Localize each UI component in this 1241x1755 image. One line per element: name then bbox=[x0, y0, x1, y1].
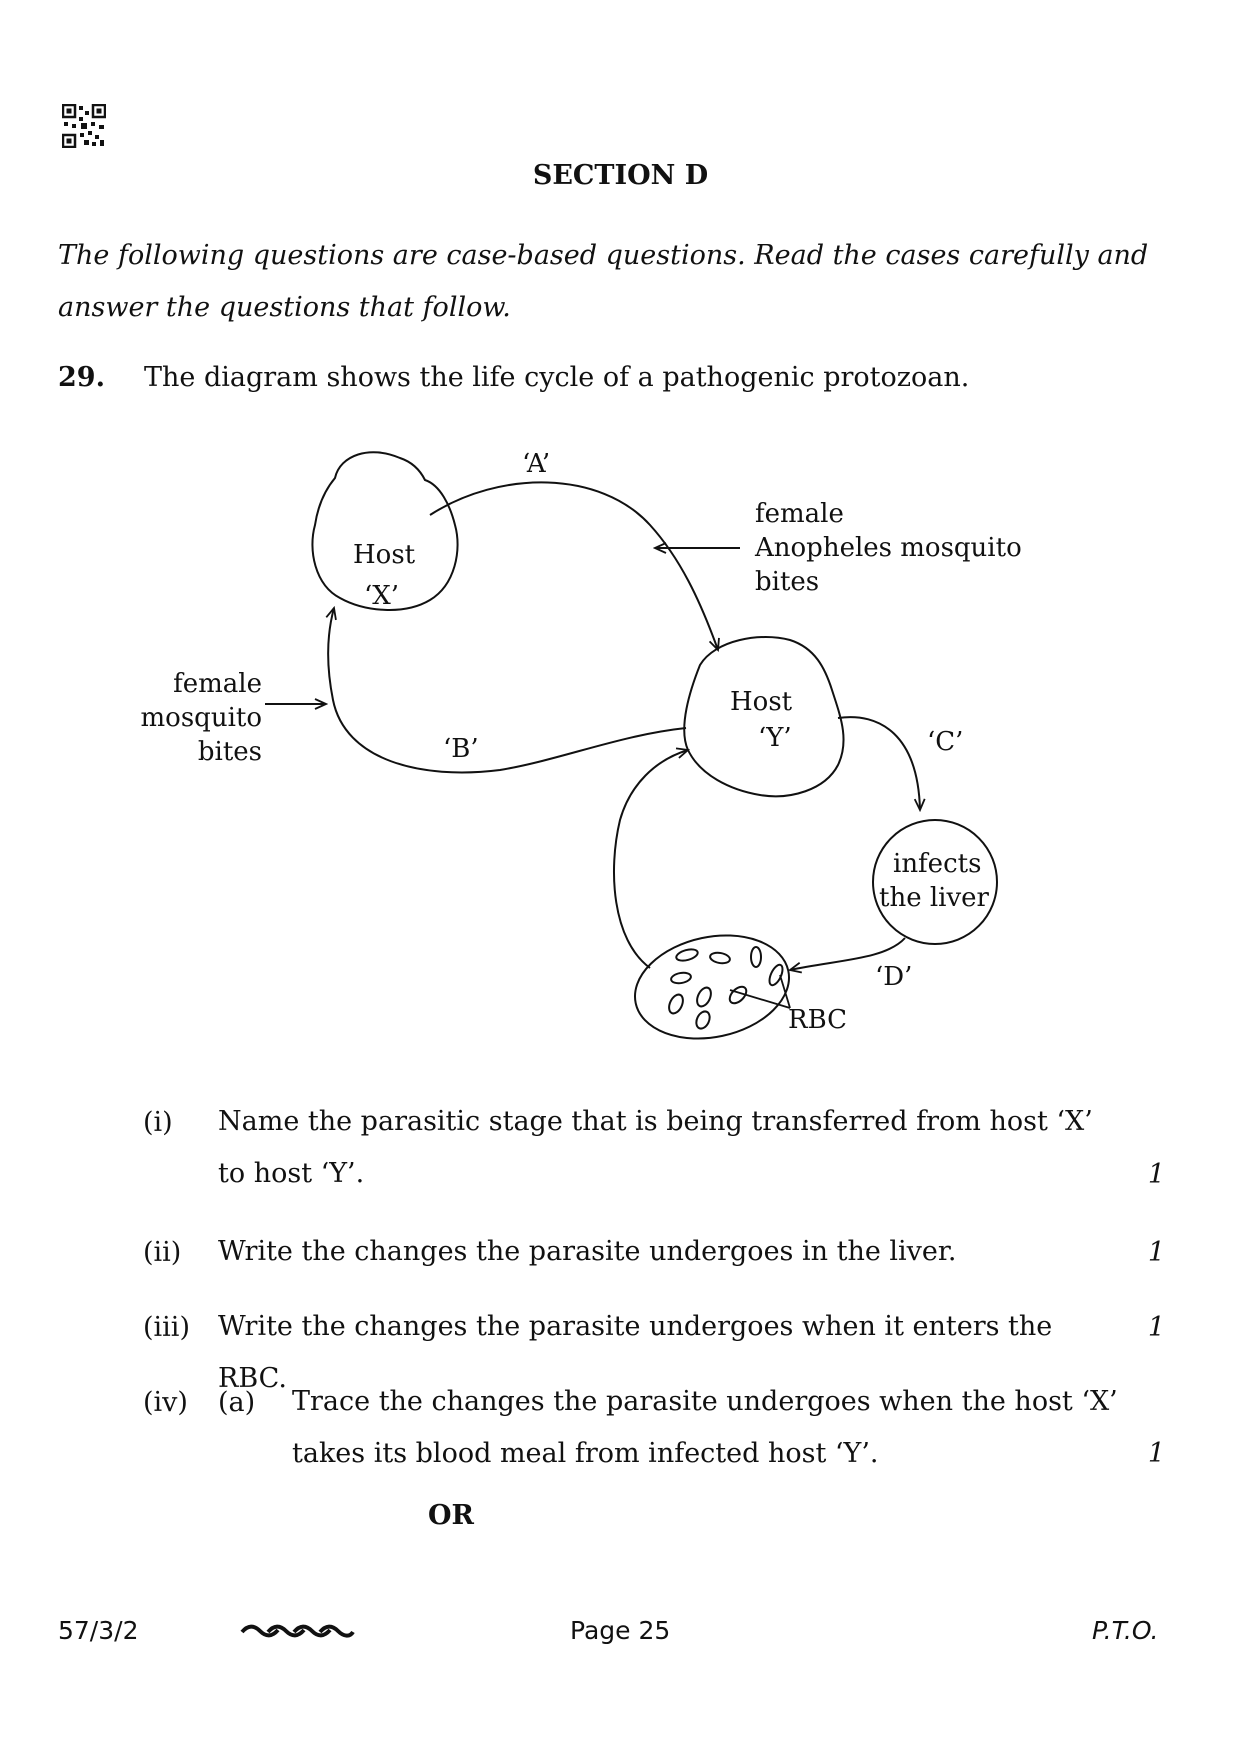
mosquito-label-line1: female bbox=[173, 669, 262, 699]
label-c: ‘C’ bbox=[927, 727, 964, 757]
instructions-text: The following questions are case-based questions. Read the cases carefully and answer the questions that follow. bbox=[58, 240, 1149, 323]
host-x-label-line1: Host bbox=[353, 540, 416, 570]
arrow-a bbox=[430, 482, 718, 650]
arrow-rbc-to-host-y bbox=[614, 750, 688, 968]
subquestion-text-iv: Trace the changes the parasite undergoes when the host ‘X’ takes its blood meal from infected host ‘Y’. bbox=[292, 1386, 1118, 1469]
liver-label-line2: the liver bbox=[879, 883, 989, 913]
question-text: The diagram shows the life cycle of a pathogenic protozoan. bbox=[144, 362, 970, 393]
subquestion-label-ii: (ii) bbox=[143, 1237, 182, 1268]
liver-circle bbox=[873, 820, 997, 944]
subquestion-label-iv: (iv) bbox=[143, 1387, 188, 1418]
subquestion-marks-iii: 1 bbox=[1147, 1312, 1165, 1343]
liver-label-line1: infects bbox=[893, 849, 982, 879]
subquestion-marks-iv: 1 bbox=[1147, 1438, 1165, 1469]
arrow-b bbox=[328, 608, 686, 772]
label-d: ‘D’ bbox=[875, 962, 913, 992]
parasite-shapes bbox=[666, 947, 785, 1031]
subquestion-text-i: Name the parasitic stage that is being transferred from host ‘X’ to host ‘Y’. bbox=[218, 1106, 1093, 1189]
tilde-ornament-icon bbox=[240, 1622, 355, 1640]
mosquito-label-line2: mosquito bbox=[140, 703, 262, 733]
footer-pto: P.T.O. bbox=[1092, 1616, 1159, 1645]
anopheles-label-line2: Anopheles mosquito bbox=[755, 533, 1022, 563]
label-b: ‘B’ bbox=[443, 734, 479, 764]
label-a: ‘A’ bbox=[522, 449, 551, 479]
subquestion-text-ii: Write the changes the parasite undergoes in the liver. bbox=[218, 1236, 957, 1267]
arrow-c bbox=[838, 717, 920, 810]
host-x-label-line2: ‘X’ bbox=[364, 581, 400, 611]
footer-code: 57/3/2 bbox=[58, 1616, 139, 1645]
mosquito-label-line3: bites bbox=[197, 737, 262, 767]
host-y-label-line1: Host bbox=[730, 687, 793, 717]
subquestion-label-iii: (iii) bbox=[143, 1312, 190, 1343]
host-y-label-line2: ‘Y’ bbox=[758, 723, 792, 753]
footer-page: Page 25 bbox=[570, 1616, 671, 1645]
subquestion-marks-ii: 1 bbox=[1147, 1237, 1165, 1268]
subquestion-sublabel-a: (a) bbox=[218, 1387, 256, 1418]
section-title: SECTION D bbox=[532, 160, 709, 191]
anopheles-label-line1: female bbox=[755, 499, 844, 529]
subquestion-marks-i: 1 bbox=[1147, 1159, 1165, 1190]
or-label: OR bbox=[428, 1500, 474, 1531]
subquestion-label-i: (i) bbox=[143, 1107, 173, 1138]
subquestion-text-iii: Write the changes the parasite undergoes when it enters the RBC. bbox=[218, 1311, 1053, 1394]
rbc-label: RBC bbox=[788, 1005, 848, 1035]
question-number: 29. bbox=[58, 362, 105, 393]
anopheles-label-line3: bites bbox=[755, 567, 820, 597]
rbc-shape bbox=[625, 922, 798, 1052]
